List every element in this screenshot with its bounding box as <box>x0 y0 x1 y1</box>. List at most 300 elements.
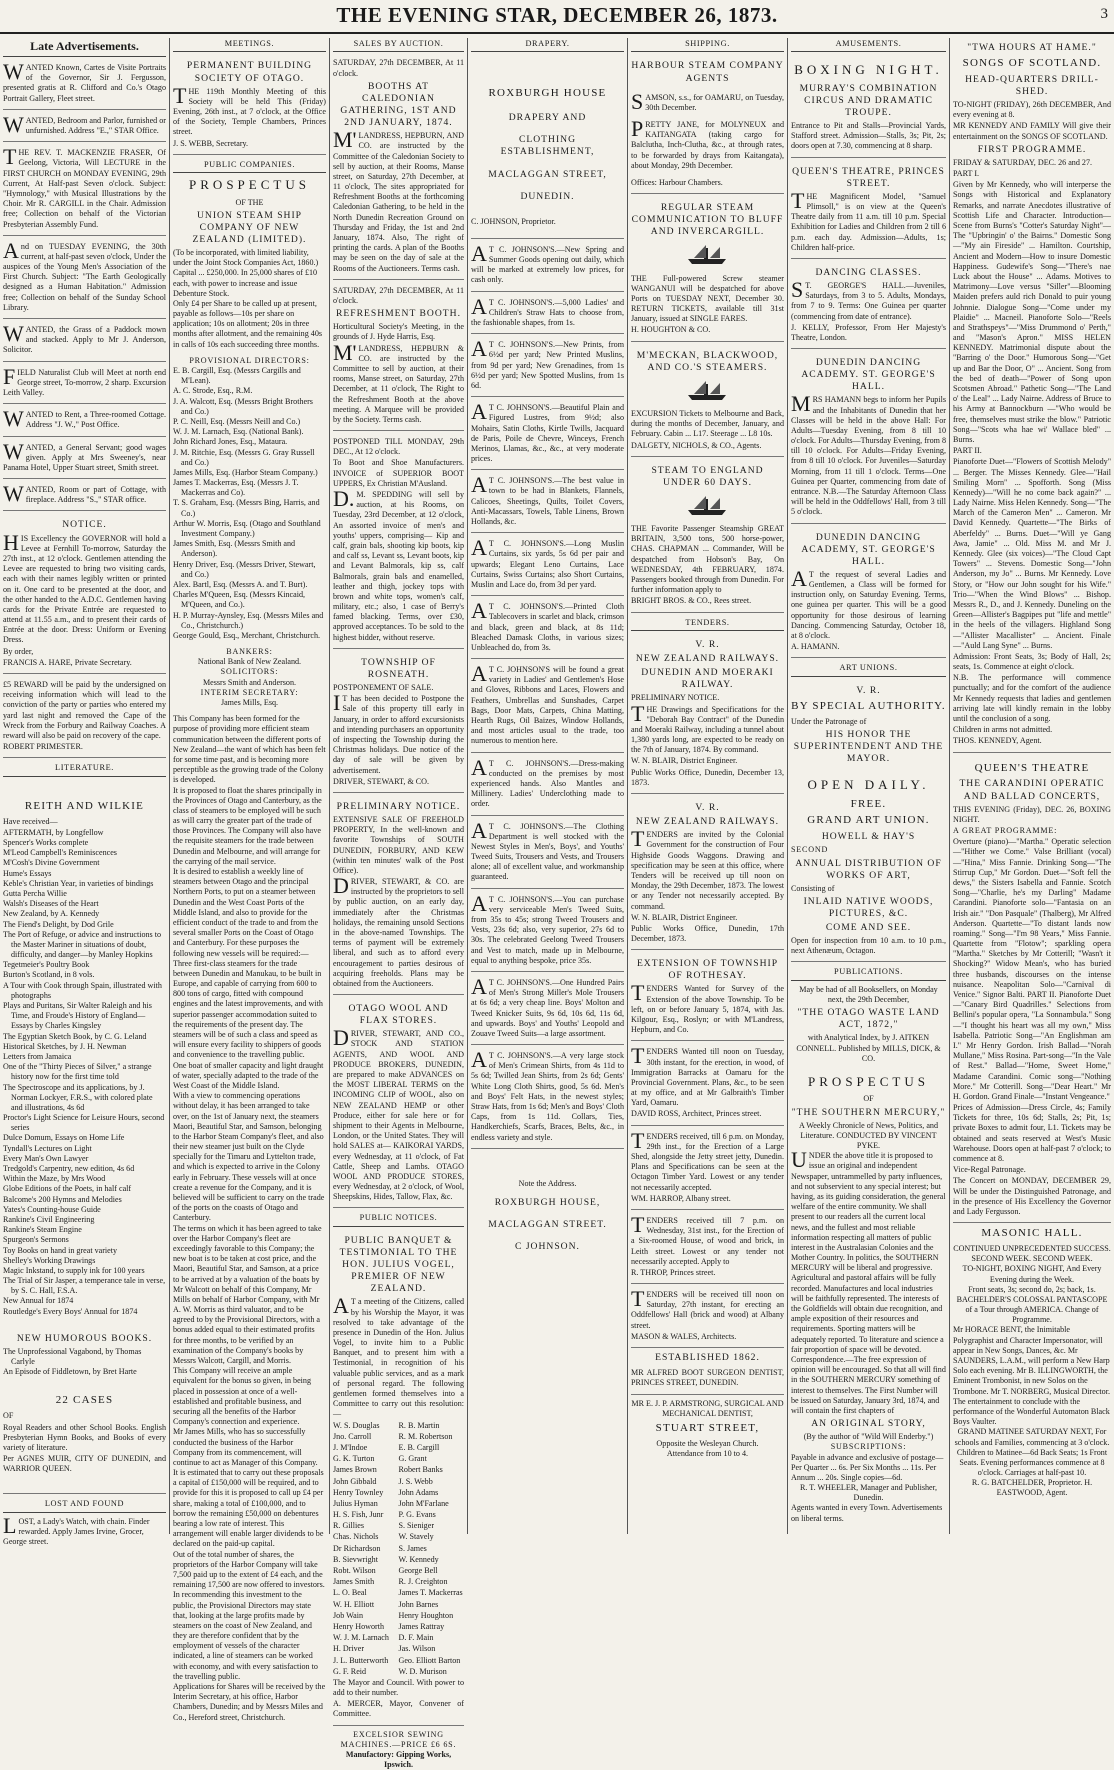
roxburgh-lines <box>471 112 624 210</box>
prospectus-title: PROSPECTUS <box>189 177 310 193</box>
qt-title: QUEEN'S THEATRE, PRINCES STREET. <box>792 165 945 189</box>
johnson-item <box>471 338 624 397</box>
auction-rosneath <box>333 653 464 793</box>
public-notices-heading: PUBLIC NOTICES. <box>333 1212 464 1226</box>
pbs-body: THE 119th Monthly Meeting of this Society will be held This (Friday) Evening, 26th inst., at 7 o'clock, at the Office of the Society, Temple Chambers, Princes street. <box>173 82 326 137</box>
director-item: A. C. Strode, Esq., R.M. <box>173 386 253 396</box>
committee-member: S. Sieniger <box>398 1521 435 1531</box>
qt-body: THE Magnificent Model, "Samuel Plimsoll," is on view at the Queen's Theatre daily from 11 a.m. till 10 p.m. Special Exhibition for Ladies and Children from 2 till 6 p.m. each day. Admission—Adults, 1s; Children half-price. <box>791 187 946 252</box>
book-item: Historical Sketches, by J. H. Newman <box>3 1041 127 1051</box>
twa-hours: "TWA HOURS AT HAME." <box>967 42 1097 53</box>
drill-shed: HEAD-QUARTERS DRILL-SHED. <box>965 73 1099 98</box>
box-body: Entrance to Pit and Stalls—Provincial Yards, Stafford street. Admission—Stalls, 3s; Pit, 2s; doors open at 7.30, commencing at 8 sharp. <box>791 121 946 151</box>
auction-title: To Boot and Shoe Manufacturers. INVOICE of SUPERIOR BOOT UPPERS, Ex Christian M'Ausland. <box>333 458 464 488</box>
auction-date: POSTPONED TILL MONDAY, 29th DEC., At 12 o'clock. <box>333 437 464 457</box>
reward-body: £5 REWARD will be paid by the undersigned on receiving information which will lead to the conviction of the party or parties who entered my yard last night and removed the Cape of the Wreck from the Forbury and Railway Coaches. A reward will also be paid on recovery of the cape. <box>3 680 166 740</box>
note-address: Note the Address. <box>518 1178 577 1188</box>
column-meetings <box>170 38 329 1722</box>
book-item: The Trial of Sir Jasper, a temperance tale in verse, by S. C. Hall, F.S.A. <box>3 1276 166 1296</box>
masthead <box>0 0 1114 34</box>
late-ad-text: WANTED, Bedroom and Parlor, furnished or unfurnished. Address "E.," STAR Office. <box>3 111 166 137</box>
committee-member: B. Sievwright <box>333 1554 378 1564</box>
grand-art-union: GRAND ART UNION. <box>807 814 930 827</box>
committee-member: G. K. Turton <box>333 1454 375 1464</box>
pub-body: May be had of all Booksellers, on Monday next, the 29th December, <box>799 984 938 1005</box>
great-programme: A GREAT PROGRAMME: <box>953 826 1058 835</box>
roxburgh-street-2: MACLAGGAN STREET. <box>488 1219 607 1231</box>
offices: Offices: Harbour Chambers. <box>631 177 723 187</box>
book-item: Plays and Puritans, Sir Walter Raleigh and his Time, and Froude's History of England—Essays by Charles Kingsley <box>3 1001 152 1031</box>
humorous-book-item: An Episode of Fiddletown, by Bret Harte <box>3 1367 137 1377</box>
auction-date: SATURDAY, 27th DECEMBER, At 11 o'clock. <box>333 285 464 305</box>
steam-body: THE Favorite Passenger Steamship GREAT BRITAIN, 3,500 tons, 500 horse-power, CHAS. CHAPMAN ... Commander, Will be despatched from Hobson's Bay, On WEDNESDAY, 4th FEBRUARY, 1874. Passengers booked through from Dunedin. For further information apply to <box>631 524 784 595</box>
spacer <box>471 161 624 167</box>
dancing-academy-ad-2 <box>791 528 946 659</box>
reward-signature: ROBERT PRIMESTER. <box>3 742 83 752</box>
barracks-tender <box>631 1045 784 1125</box>
bankers-title: BANKERS: <box>226 647 273 657</box>
mercury-of: OF <box>863 1094 874 1104</box>
vogel-banquet <box>333 1231 464 1726</box>
hsc-title: HARBOUR STEAM COMPANY AGENTS <box>631 60 784 84</box>
committee-member: J. L. Butterworth <box>333 1655 389 1665</box>
programme-part-1: Given by Mr Kennedy, who will interperse the Songs with Historical and Explanatory Remarks, and narrate Anecdotes illustrative of Scottish Life and Character. Introduction—Scene from Burns's "Cotter's Saturday Night"—The "Upbringin' o' the Bairns." Domestic Song—"My ain Fireside" ... Hamilton. Courtship, Ancient and Modern—How to insure Domestic Happiness. Gudewife's Song—"There's nae Luck about the House" ... Adams. Motives to Matrimony—Love versus "Siller"—Blooming Maiden prefers auld rich Donald to puir young Johnnie. Dialogue Song—"Come under my Plaidie" ... Macneil. Pianoforte Solo—"Reels and Strathspeys"—"Miss Drummond o' Perth," and "Mason's Apron." MISS HELEN KENNEDY. Matrimonial dispute about the "Barring o' the Door." Humorous Song—"Get up and Bar the Door, O" ... Ancient. Song from the bed of death—"Power of Song upon Scotsmen Abroad." Pathetic Song—"The Land o' the Leal" ... Lady Nairne. Address of Bruce to his Army at Bannockburn —"Who would be free, themselves must strike the blow." Patriotic Song—"Scots wha hae wi' Wallace bled" ... Burns. <box>953 180 1111 444</box>
committee-member: John Adams <box>398 1487 439 1497</box>
wag-signature: W. N. BLAIR, District Engineer. <box>631 912 738 922</box>
subscriptions-title: SUBSCRIPTIONS: <box>830 1442 907 1452</box>
johnson-item <box>471 401 624 470</box>
pbs-title: PERMANENT BUILDING SOCIETY OF OTAGO. <box>186 60 313 84</box>
pbs-signature: J. S. WEBB, Secretary. <box>173 138 249 148</box>
director-item: Charles M'Queen, Esq. (Messrs Kincaid, M'Queen, and Co.). <box>173 590 306 610</box>
prospectus-para: One boat of smaller capacity and light draught of water, specially adapted to the trade of the West Coast of the Middle Island. <box>173 1060 324 1090</box>
book-item: AFTERMATH, by Longfellow <box>3 827 104 837</box>
roxburgh-line: DRAPERY AND <box>508 112 587 124</box>
late-ad-text: WANTED, Room or part of Cottage, with fireplace. Address "S.," STAR office. <box>3 481 166 507</box>
art-union-ad <box>791 681 946 963</box>
directors-list <box>173 366 326 641</box>
roxburgh-line: MACLAGGAN STREET, <box>488 168 607 180</box>
odd-body: TENDERS will be received till noon on Saturday, 27th instant, for erecting an Oddfellows' Hall (brick and wood) at Albany street. <box>631 1286 784 1330</box>
book-item: Routledge's Every Boys' Annual for 1874 <box>3 1306 138 1316</box>
column-drapery <box>468 38 627 1534</box>
steam-signature: BRIGHT BROS. & CO., Rees street. <box>631 596 752 606</box>
prospectus-para: It is estimated that to carry out these proposals a capital of £150,000 will be required, and to provide for this it is proposed to call up £4 per share, making a total of £100,000, and to borrow the remaining £50,000 on debentures bearing a low rate of interest. This arrangement will enable larger dividends to be declared on the paid-up capital. <box>173 1468 324 1549</box>
mercury-body: UNDER the above title it is proposed to issue an original and independent Newspaper, untrammelled by party influences, and not subservient to any special interest; but having, as its guiding consideration, the general welfare of the entire community. We shall present to our readers all the current local news, and the fullest and most reliable information respecting all matters of public interest in the Australasian Colonies and the Mother Country. In politics, the SOUTHERN MERCURY will be liberal and progressive. Agricultural and pastoral affairs will be fully recorded. Manufactures and local industries will be faithfully represented. The interests of the Goldfields will obtain due recognition, and ample exposition of their resources and requirements. Sporting matters will be adequately reported. To literature and science a fair proportion of space will be devoted. Correspondence.—The free expression of opinion will be encouraged. So that all will find in the SOUTHERN MERCURY something of interest to themselves. The First Number will be issued on Saturday, January 3rd, 1874, and will contain the first chapters of <box>791 1147 946 1415</box>
auction-title: PRELIMINARY NOTICE. <box>336 800 461 812</box>
late-ad-text: FIELD Naturalist Club will Meet at north end George street, To-morrow, 2 sharp. Excursion Leith Valley. <box>3 363 166 397</box>
sewing-ad: EXCELSIOR SEWING MACHINES.—PRICE £6 6S. <box>340 1729 457 1749</box>
vice-regal: Vice-Regal Patronage. <box>953 1165 1026 1175</box>
publications-heading: PUBLICATIONS. <box>791 966 946 980</box>
special-authority: BY SPECIAL AUTHORITY. <box>791 699 946 712</box>
vr-mark: V. R. <box>695 802 720 814</box>
roxburgh-line: CLOTHING ESTABLISHMENT, <box>500 134 595 158</box>
johnson-item-text: AT C. JOHNSON'S.—New Prints, from 6½d per yard; New Printed Muslins, from 9d per yard; New Grenadines, from 1s 6½d per yard; New Spotted Muslins, from 1s 6d. <box>471 336 624 390</box>
director-item: James T. Mackerras, Esq. (Messrs J. T. Mackerras and Co). <box>173 478 299 498</box>
committee-member: W. S. Douglas <box>333 1420 380 1430</box>
committee-member: Job Wain <box>333 1610 363 1620</box>
ext-body: TENDERS Wanted for Survey of the Extension of the above Township. To be left, on or before January 5, 1874, with Jas. Kilgour, Esq., Roslyn; or with M'Landress, Hepburn, and Co. <box>631 980 784 1035</box>
late-ads-list <box>3 61 166 511</box>
shed-signature: WM. HARROP, Albany street. <box>631 1193 731 1203</box>
wag-office: Public Works Office, Dunedin, 17th December, 1873. <box>631 923 784 944</box>
prospectus-para: Three first-class steamers for the trade between Dunedin and Manukau, to be built in Europe, and capable of carrying from 600 to 800 tons of cargo, fitted with compound engines and the latest improvements, and with superior passenger accommodation suited to the requirements of the present day. The steamers will be of such a class and speed as will ensure every facility to shippers of goods and convenience to the travelling public. <box>173 958 323 1060</box>
company-name: UNION STEAM SHIP COMPANY OF NEW ZEALAND (LIMITED). <box>192 209 307 245</box>
carandini-title: THE CARANDINI OPERATIC AND BALLAD CONCERTS, <box>959 778 1105 802</box>
banquet-close: The Mayor and Council. With power to add to their number. <box>333 1677 464 1698</box>
prospectus-para: This Company will receive an ample equivalent for the bonus so given, in being placed in possession at once of a well-established and profitable business, and securing all the benefits of the Harbor Company's connection and experience. <box>173 1366 312 1427</box>
book-item: Rankine's Steam Engine <box>3 1225 82 1235</box>
auction-title: TOWNSHIP OF ROSNEATH. <box>361 656 436 680</box>
committee-member: J. S. Webb <box>398 1476 433 1486</box>
book-item: New Zealand, by A. Kennedy <box>3 909 100 919</box>
mmeckan-ad <box>631 346 784 457</box>
committee-member: James Smith <box>333 1577 375 1587</box>
reg-title: REGULAR STEAM COMMUNICATION TO BLUFF AND INVERCARGILL. <box>631 202 784 238</box>
roxburgh-name-2: ROXBURGH HOUSE, <box>494 1196 601 1208</box>
committee-member: Chas. Nichols <box>333 1532 379 1542</box>
arm-hours: Attendance from 10 to 4. <box>666 1448 749 1458</box>
section-heading: Late Advertisements. <box>3 38 166 57</box>
leith-body: TENDERS received till 7 p.m. on Wednesday, 31st inst., for the Erection of a Six-roomed House, of wood and brick, in Leith street. Lowest or any tender not necessarily accepted. Apply to <box>631 1211 784 1266</box>
book-item: The Spectroscope and its applications, by J. Norman Lockyer, F.R.S., with colored plate and illustrations, 4s 6d <box>3 1082 153 1112</box>
masonic-title: MASONIC HALL. <box>981 1227 1083 1240</box>
johnson-item <box>471 240 624 292</box>
part-1: PART I. <box>953 169 980 179</box>
public-companies-heading: PUBLIC COMPANIES. <box>173 159 326 173</box>
committee-member: Henry Houghton <box>398 1610 454 1620</box>
book-item: Burton's Scotland, in 8 vols. <box>3 970 95 980</box>
committee-member: Jas. Wilson <box>398 1644 436 1654</box>
spacer <box>471 183 624 189</box>
mercury-signature: R. T. WHEELER, Manager and Publisher, Dunedin. <box>799 1483 938 1503</box>
sewing-sub: Manufactory: Gipping Works, Ipswich. <box>345 1750 452 1770</box>
humorous-title: NEW HUMOROUS BOOKS. <box>16 1332 153 1344</box>
committee-member: Geo. Elliott Barton <box>398 1655 461 1665</box>
late-ad-text: And on TUESDAY EVENING, the 30th current, at half-past seven o'clock, Under the auspices of the Young Men's Association of the First Church. Subject: "The Earth Geologically designed as a Human Habitation." Admission free; Collection on behalf of the Sunday School Library. <box>3 237 166 312</box>
committee-member: W. D. Murison <box>398 1666 447 1676</box>
open-daily: OPEN DAILY. <box>807 777 930 793</box>
director-item: Henry Driver, Esq. (Messrs Driver, Stewart, and Co.) <box>173 559 316 579</box>
shed-body: TENDERS received, till 6 p.m. on Monday, 29th inst., for the Erection of a Large Shed, alongside the Jetty street jetty, Dunedin. Plans and Specifications can be seen at the Octagon Timber Yard. Lowest or any tender not necessarily accepted. <box>631 1127 784 1192</box>
amusements-heading: AMUSEMENTS. <box>791 38 946 52</box>
auction-wool <box>333 999 464 1208</box>
masonic-hall-ad <box>953 1227 1111 1499</box>
director-item: W. J. M. Larnach, Esq. (National Bank). <box>173 427 304 437</box>
secretary-title: INTERIM SECRETARY: <box>200 687 299 697</box>
column-concerts <box>950 38 1114 1534</box>
bankers: National Bank of New Zealand. <box>197 657 302 667</box>
established: ESTABLISHED 1862. <box>655 1352 760 1364</box>
arm-address: Opposite the Wesleyan Church. <box>656 1438 759 1448</box>
director-item: George Gould, Esq., Merchant, Christchurch. <box>173 630 321 640</box>
queens-theatre: QUEEN'S THEATRE <box>974 761 1090 774</box>
auction-freehold <box>333 797 464 995</box>
book-item: Walsh's Diseases of the Heart <box>3 899 99 909</box>
prospectus-para: With a view to commencing operations without delay, it has been arranged to take over, on the 1st of January next, the steamers Maori, Beautiful Star, and Samson, belonging to the Harbor Steam Company's fleet, and also their new steamer just built on the Clyde specially for the Timaru and Lyttelton trade, and which is expected to arrive in the Colony early in February. These vessels will at once create a revenue for the Company, and it is believed will be sufficient to carry on the trade of the ports on the coasts of Otago and Canterbury. <box>173 1091 325 1223</box>
committee-member: John M'Farlane <box>398 1498 449 1508</box>
masonic-night: TO-NIGHT, BOXING NIGHT, And Every Evening during the Week. <box>962 1264 1102 1284</box>
dc-signature: J. KELLY, Professor, From Her Majesty's Theatre, London. <box>791 322 946 342</box>
committee-member: W. Kennedy <box>398 1554 439 1564</box>
mercury-prospectus: PROSPECTUS <box>808 1074 929 1089</box>
committee-member: G. Grant <box>398 1454 427 1464</box>
director-item: J. A. Walcott, Esq. (Messrs Bright Brothers and Co.) <box>173 396 313 416</box>
patronage-names: HIS HONOR THE SUPERINTENDENT AND THE MAYOR. <box>793 728 944 765</box>
preliminary: PRELIMINARY NOTICE. <box>631 693 720 703</box>
boot-dentist-ad <box>631 1366 784 1394</box>
committee-member: R. M. Robertson <box>398 1431 453 1441</box>
johnson-item-text: AT C. JOHNSON'S.—The Clothing Department is well stocked with the Newest Styles in Men's, Boys', and Youths' Tweed Suits, Trousers and Vests, and Trousers alone; all of excellent value, and workmanship guaranteed. <box>471 817 624 882</box>
committee-names-right <box>399 1421 465 1678</box>
meetings-heading: MEETINGS. <box>173 38 326 52</box>
auction-body: M'LANDRESS, HEPBURN, AND CO. are instructed by the Committee of the Caledonian Society to sell by auction, at their Rooms, Manse street, on Saturday, 27th December, at 11 o'clock, The sites appropriated for Refreshment Booths at the forthcoming Caledonian Gathering, to be held in the North Dunedin Recreation Ground on Thursday and Friday, the 1st and 2nd January, 1874. Also, The right of printing the cards. A plan of the Booths may be seen on the day of sale at the Rooms of the Auctioneers. Terms cash. <box>333 127 464 273</box>
mercury-agents: Agents wanted in every Town. Advertisements on liberal terms. <box>791 1503 943 1523</box>
newspaper-title: THE EVENING STAR, DECEMBER 26, 1873. <box>336 3 778 27</box>
prospectus-para: This Company has been formed for the purpose of providing more efficient steam communication between the different ports of New Zealand—the want of which has been felt for some time past, and is becoming more perceptible as the growing trade of the Colony is developed. <box>173 714 326 785</box>
johnson-item-text: AT C. JOHNSON'S.—Beautiful Plain and Figured Lustres, from 9½d; also Mohairs, Satin Cloths, Kirtle Twills, Jacquard de Paris, Poile de Chevre, Winceys, French Merinos, Llamas, &c., &c., at very moderate prices. <box>471 399 624 464</box>
committee-member: Julius Hyman <box>333 1498 378 1508</box>
odd-signature: MASON & WALES, Architects. <box>631 1331 737 1341</box>
prospectus-para: The terms on which it has been agreed to take over the Harbor Company's fleet are exceedingly favorable to this Company; the new boat is to be taken at cost price, and the Maori, Beautiful Star, and Samson, at a price to be arrived at by a valuation of the boats by Mr Walcott on behalf of this Company, Mr Mills on behalf of Harbor Company, with Mr A. W. Morris as third valuator, and to be agreed to by the Provisional Directors, with a bonus added equal to their estimated profits for three months, to be verified by an examination of the Company's books by Messrs Walcott, Cargill, and Morris. <box>173 1223 322 1366</box>
late-ad-text: THE REV. T. MACKENZIE FRASER, Of Geelong, Victoria, Will LECTURE in the FIRST CHURCH on MONDAY EVENING, 29th Current, At Half-past Seven o'clock. Subject: "Hymnology," with Musical Illustrations by the Choir. Mr R. CARGILL in the Chair. Admission free; Collection on behalf of the Victorian Presbyterian Assembly Fund. <box>3 144 166 229</box>
committee-names <box>333 1421 464 1678</box>
banquet-signature: A. MERCER, Mayor, Convener of Committee. <box>333 1699 464 1719</box>
auction-refreshment <box>333 284 464 431</box>
late-ad <box>3 483 166 511</box>
humorous-book-item: The Unprofessional Vagabond, by Thomas Carlyle <box>3 1346 142 1367</box>
solicitors-title: SOLICITORS: <box>220 667 279 677</box>
johnson-item <box>471 890 624 972</box>
late-ad <box>3 323 166 362</box>
auction-body: D.M. SPEDDING will sell by auction, at his Rooms, on Tuesday, 23rd December, at 12 o'clock, An assorted invoice of men's and youths' uppers, comprising— Kip and calf, grain bals, shooting kip boots, kip and calf ss, Levant ss, Levant boots, kip and Levant Balmorals, kip ss, calf Balmorals, grain bals and enamelled, leather and thigh, jockey tops with brown and white tops, women's calf, military, etc.; also, 1 case of Berry's famed blacking. Terms, over £30, approved acceptances. To be sold to the highest bidder, without reserve. <box>333 486 464 642</box>
inlaid-woods: INLAID NATIVE WOODS, PICTURES, &C. <box>803 895 934 919</box>
committee-member: Henry Townley <box>333 1487 384 1497</box>
committee-member: W. Stavely <box>398 1532 434 1542</box>
shed-tender <box>631 1127 784 1210</box>
mercury-sub: A Weekly Chronicle of News, Politics, and Literature. CONDUCTED BY VINCENT PYKE. <box>798 1120 939 1151</box>
prospectus-para: Mr James Mills, who has so successfully conducted the business of the Harbor Company from its commencement, will continue to act as Manager of this Company. <box>173 1427 318 1467</box>
moeraki-tender <box>631 635 784 794</box>
oddfellows-tender <box>631 1288 784 1348</box>
masonic-sub: CONTINUED UNPRECEDENTED SUCCESS. SECOND WEEK. SECOND WEEK. <box>953 1243 1111 1264</box>
books-list <box>3 828 166 1317</box>
boot-title: MR ALFRED BOOT SURGEON DENTIST, PRINCES STREET, DUNEDIN. <box>631 1368 784 1388</box>
punctual-note: N.B. The performance will commence punctually; and for the comfort of the audience Mr Kennedy requests that ladies and gentlemen arriving late will kindly remain in the lobby until the conclusion of a song. <box>953 673 1111 724</box>
committee-member: G. F. Reid <box>333 1666 367 1676</box>
auction-signature: DRIVER, STEWART, & CO. <box>333 776 430 786</box>
literature-heading: LITERATURE. <box>3 762 166 776</box>
rothesay-tender <box>631 954 784 1041</box>
prospectus-para: Applications for Shares will be received by the Interim Secretary, at his office, Harbor Chambers, Dunedin; and by Messrs Miles and Co., Hereford street, Christchurch. <box>173 1682 326 1722</box>
subscriptions: Payable in advance and exclusive of postage—Per Quarter ... 6s. Per Six Months ... 11s. Per Annum ... 20s. Single copies—6d. <box>791 1452 944 1482</box>
vr-mark: V. R. <box>856 684 881 696</box>
johnson-item-text: AT C. JOHNSON'S.—5,000 Ladies' and Children's Straw Hats to choose from, the fashionable shapes, from 1s. <box>471 293 624 328</box>
director-item: James Mills, Esq. (Harbor Steam Company.) <box>173 467 318 477</box>
concert-monday: The Concert on MONDAY, DECEMBER 29, Will be under the Distinguished Patronage, and in the presence of His Excellency the Governor and Lady Fergusson. <box>953 1176 1111 1216</box>
harbour-steam-ad <box>631 56 784 194</box>
auction-sub: EXTENSIVE SALE OF FREEHOLD PROPERTY, In the well-known and favorite Townships of SOUTH DUNEDIN, FORBURY, AND KEW (within ten minutes' walk of the Post Office). <box>333 814 464 875</box>
waste-sub: with Analytical Index, by J. AITKEN CONNELL. Published by MILLS, DICK, & CO. <box>796 1033 941 1063</box>
free: FREE. <box>850 797 887 810</box>
roxburgh-name: ROXBURGH HOUSE <box>488 87 607 100</box>
bluff-steamer-ad <box>631 198 784 342</box>
johnson-item <box>471 663 624 753</box>
auction-sub: POSTPONEMENT OF SALE. <box>333 683 434 692</box>
notice-body: HIS Excellency the GOVERNOR will hold a Levee at Fernhill To-morrow, Saturday the 27th inst., at 12 o'clock. Gentlemen attending the Levee are requested to bring two visiting cards, each with their names legibly written or printed on it. One card to be presented at the door, and the other handed to the A.D.C. Gentlemen having cards for the Private Entrée are requested to attend at 11.55 a.m., and to present their cards of Entrée at the door. Dress: Uniform or Evening Dress. <box>3 529 166 645</box>
johnson-item <box>471 293 624 335</box>
book-item: The Egyptian Sketch Book, by C. G. Leland <box>3 1031 147 1041</box>
johnson-item <box>471 817 624 889</box>
column-amusements <box>788 38 949 1534</box>
boxing-night-ad <box>791 56 946 157</box>
dda2-title: DUNEDIN DANCING ACADEMY, ST. GEORGE'S HALL. <box>801 531 936 567</box>
committee-member: L. O. Beal <box>333 1588 367 1598</box>
waggons-tender <box>631 798 784 950</box>
building-society-ad <box>173 56 326 154</box>
humorous-list <box>3 1347 166 1378</box>
box-title: BOXING NIGHT. <box>794 62 943 78</box>
book-item: M'Leod Campbell's Reminiscences <box>3 848 117 858</box>
dda2-body: AT the request of several Ladies and Gentlemen, a Class will be formed for instruction only, on Saturday Evening. Terms, one guinea per quarter. This will be a good opportunity for those desirous of learning Dancing. Commencing Saturday, October 18, at 8 o'clock. <box>791 565 946 640</box>
director-item: John Richard Jones, Esq., Mataura. <box>173 437 288 447</box>
book-item: Dulce Domum, Essays on Home Life <box>3 1133 125 1143</box>
cases-body: Royal Readers and other School Books. English Presbyterian Hymn Books, and Books of every variety of literature. <box>3 1422 166 1452</box>
committee-member: R. B. Martin <box>398 1420 440 1430</box>
consisting: Consisting of <box>791 883 835 893</box>
book-item: Spurgeon's Sermons <box>3 1235 69 1245</box>
director-item: P. C. Neill, Esq. (Messrs Neill and Co.) <box>173 416 301 426</box>
late-ad-text: WANTED, the Grass of a Paddock mown and stacked. Apply to Mr J. Anderson, Solicitor. <box>3 321 166 355</box>
committee-member: S. James <box>398 1543 427 1553</box>
great-britain-ad <box>631 461 784 613</box>
dda2-signature: A. HAMANN. <box>791 642 840 652</box>
johnson-item-text: AT C. JOHNSON'S.—The best value in town to be had in Blankets, Flannels, Calicoes, Sheetings, Quilts, Toilet Covers, Anti-Macassars, Towels, Table Linens, Brown Hollands, &c. <box>471 472 624 527</box>
auction-boots <box>333 435 464 649</box>
songs-of-scotland: SONGS OF SCOTLAND. <box>962 57 1102 70</box>
wag-body: TENDERS are invited by the Colonial Government for the construction of Four Highside Goods Waggons. Drawing and specification may be seen at this office, where Tenders will be received up till noon on Monday, the 29th December, 1873. The lowest or any Tender not necessarily accepted. By command. <box>631 826 784 911</box>
dmr-title: DUNEDIN AND MOERAKI RAILWAY. <box>641 667 774 691</box>
book-item: Proctor's Light Science for Leisure Hours, second series <box>3 1113 165 1133</box>
drapery-heading: DRAPERY. <box>471 38 624 52</box>
kennedy-concert-ad <box>953 38 1111 753</box>
auction-body: M'LANDRESS, HEPBURN & CO. are instructed by the Committee to sell by auction, at their rooms, Manse street, on Saturday, 27th December, at 11 o'clock, The Right to the Refreshment Booth at the above meeting. A Marquee will be provided by the Society. Terms cash. <box>333 339 464 424</box>
lost-ad: LOST, a Lady's Watch, with chain. Finder rewarded. Apply James Irvine, Grocer, George street. <box>3 1512 150 1547</box>
story-author: (By the author of "Wild Will Enderby.") <box>803 1432 934 1442</box>
secretary: James Mills, Esq. <box>220 698 279 708</box>
notice-title: NOTICE. <box>62 519 107 531</box>
auction-title: REFRESHMENT BOOTH. <box>336 308 461 320</box>
committee-member: James Brown <box>333 1465 377 1475</box>
johnson-item-text: AT C. JOHNSON'S.—Printed Cloth Tablecovers in scarlet and black, crimson and black, green and black, at 8s 11d; Bleached Damask Cloths, in various sizes; Unbleached do, from 3s. <box>471 598 624 652</box>
mbc-signature: DALGETY, NICHOLS, & CO., Agents. <box>631 440 762 450</box>
book-item: Gutta Percha Willie <box>3 888 67 898</box>
leith-signature: R. THROP, Princes street. <box>631 1267 716 1277</box>
admission: Admission: Front Seats, 3s; Body of Hall, 2s; seats, 1s. Commence at eight o'clock. <box>953 651 1111 672</box>
johnson-item-text: AT C. JOHNSON'S.—Long Muslin Curtains, six yards, 5s 6d per pair and upwards; Elegant Leno Curtains, Lace Curtains, Swiss Curtains; also Short Curtains, Muslin and Lace do, from 3d per yard. <box>471 535 624 589</box>
roxburgh-proprietor: C. JOHNSON, Proprietor. <box>471 216 556 226</box>
column-late-advertisements <box>0 38 169 1547</box>
late-ad <box>3 408 166 436</box>
nzr-title: NEW ZEALAND RAILWAYS. <box>635 653 780 665</box>
johnson-item <box>471 1049 624 1149</box>
carandini-programme: Overture (piano)—"Martha." Operatic selection—"Hither we Come." Valse Brilliant (vocal)—"Hina," Miss Fannie. Drinking Song—"The Stirrup Cup," Mr Gordon. Duet—"Soft fell the dews," the Sisters Isabella and Fannie. Scotch Song—"Charlie, he's my Darling" Madame Carandini. Pianoforte solo—"Fantasia on an Irish air." "Don Pasquale" (Thalberg), Mr Alfred Anderson. Quartette—"To distant lands now roaming." Song—"I'm 98 Years," Miss Fannie. Quartette from "Flotow"; sparkling opera "Martha." Sketches by Mr Cotterill; "Wasn't it Shocking?" Widow Mean's, who has buried three husbands, discourses on the intense nuisance. Neapolitan Solo—"Carnival di Venice." Signor Balti. PART II. Pianoforte Duet—"Canary Bird Quadrilles." Selections from Bellini's popular opera, "La Sonnambula." Song—"I thought his heart was all my own," Miss Isabella. Patriotic Song—"An Englishman am I." Mr Henry Gordon. Irish Ballad—"Norah Mullane," Miss Rosina. Part-song—"In the Vale of Rest." Ballad—"Home, Sweet Home," Madame Carandini. Comic song—"Nothing More." Mr Cotterill. Song—"Dear Heart." Mr H. Gordon. Grand Finale—"Instant Vengeance." <box>953 837 1111 1101</box>
incorporation: (To be incorporated, with limited liability, under the Joint Stock Companies Act, 1860.) Capital ... £250,000. In 25,000 shares of £10 each, with power to increase and issue Debenture Stock. <box>173 247 319 298</box>
dda-body: MRS HAMANN begs to inform her Pupils and the Inhabitants of Dunedin that her Classes will be held in the above Hall: For Adults—Tuesday Evening, from 8 till 10 o'clock. For Adults—Thursday Evening, from 8 till 10 o'clock. For Adults—Friday Evening, from 8 till 10 o'clock. For Juveniles—Saturday Morning, from 11 till 1 o'clock. Terms—One Guinea per Quarter, commencing from date of entrance. N.B.—The Saturday Afternoon Class will be held in the Oddfellows' Hall, from 3 till 5 o'clock. <box>791 391 946 517</box>
auction-body: IT has been decided to Postpone the Sale of this property till early in January, in order to afford excursionists and intending purchasers an opportunity of inspecting the Township during the Christmas holidays. Due notice of the day of sale will be given by advertisement. <box>333 690 464 775</box>
samson-sailing: SAMSON, s.s., for OAMARU, on Tuesday, 30th December. <box>631 88 784 114</box>
reg-body: THE Full-powered Screw steamer WANGANUI will be despatched for above Ports on TUESDAY NEXT, December 30. RETURN TICKETS, available till 31st January, issued at SINGLE FARES. <box>631 273 784 324</box>
johnson-item-text: AT C. JOHNSON'S.—Dress-making conducted on the premises by most experienced hands. Also Mantles and Millinery. Ladies' Underclothing made to order. <box>471 754 624 809</box>
kennedy-family: MR KENNEDY AND FAMILY Will give their entertainment on the SONGS OF SCOTLAND. <box>953 121 1111 141</box>
committee-member: E. B. Cargill <box>398 1442 440 1452</box>
original-story: AN ORIGINAL STORY, <box>811 1418 926 1430</box>
dancing-academy-ad <box>791 353 946 523</box>
committee-member: Robert Banks <box>398 1465 443 1475</box>
imm-body: TENDERS Wanted till noon on Tuesday, 30th instant, for the erection, in wood, of Immigration Barracks at Oamaru for the Provincial Government. Plans, &c., to be seen at my office, and at Mr Galbraith's Timber Yard, Oamaru. <box>631 1043 784 1108</box>
auction-sub: Horticultural Society's Meeting, in the grounds of J. Hyde Harris, Esq. <box>333 322 464 342</box>
roxburgh-owner-2: C JOHNSON. <box>515 1241 580 1253</box>
late-ad <box>3 111 166 142</box>
box-sub: MURRAY'S COMBINATION CIRCUS AND DRAMATIC TROUPE. <box>799 82 938 118</box>
auction-booths <box>333 56 464 279</box>
book-item: Rankine's Civil Engineering <box>3 1214 95 1224</box>
johnson-items <box>471 240 624 1149</box>
johnson-item-text: AT C. JOHNSON'S.—You can purchase very serviceable Men's Tweed Suits, from 35s to 45s; strong Tweed Trousers and Vests, 23s 6d; also, very superior, 27s 6d to 30s. The celebrated Geelong Tweed Trousers and Vest to match, made up in Melbourne, equal to anything bespoke, price 35s. <box>471 890 624 965</box>
second: SECOND <box>791 845 829 855</box>
notice-signature: FRANCIS A. HARE, Private Secretary. <box>3 657 132 667</box>
roxburgh-house-ad <box>471 56 624 238</box>
johnson-item <box>471 537 624 596</box>
book-item: Shelley's Working Drawings <box>3 1255 96 1265</box>
committee-member: D. F. Main <box>398 1633 434 1643</box>
book-item: New Annual for 1874 <box>3 1296 74 1306</box>
committee-member: Henry Howorth <box>333 1621 385 1631</box>
committee-member: R. J. Creighton <box>398 1577 448 1587</box>
notice-by: By order, <box>3 646 34 656</box>
committee-member: James T. Mackerras <box>398 1588 463 1598</box>
mbc-body: EXCURSION Tickets to Melbourne and Back, during the months of December, January, and February. Cabin ... L17. Steerage ... L8 10s. <box>631 409 784 439</box>
book-item: Globe Editions of the Poets, in half calf <box>3 1184 132 1194</box>
children-note: Children in arms not admitted. <box>953 725 1053 735</box>
prospectus-para: Out of the total number of shares, the proprietors of the Harbor Company will take 7,500 paid up to the extent of £4 each, and the remaining 17,500 are now offered to investors. <box>173 1549 325 1590</box>
committee-member: Robt. Wilson <box>333 1566 376 1576</box>
director-item: E. B. Cargill, Esq. (Messrs Cargills and M'Lean). <box>173 366 301 386</box>
programme-date: FRIDAY & SATURDAY, DEC. 26 and 27. <box>953 157 1093 167</box>
mbc-title: M'MECKAN, BLACKWOOD, AND CO.'S STEAMERS. <box>636 349 779 373</box>
dda-title: DUNEDIN DANCING ACADEMY. ST. GEORGE'S HALL. <box>801 357 936 393</box>
johnson-item-text: AT C. JOHNSON'S will be found a great variety in Ladies' and Gentlemen's Hose and Gloves, Ribbons and Laces, Flowers and Feathers, Umbrellas and Sunshades, Carpet Bags, Door Mats, Carpets, China Matting, Hearth Rugs, Oil Baizes, Window Hollands, and most articles usual to the trade, too numerous to mention here. <box>471 661 624 746</box>
page-number: 3 <box>1100 6 1108 22</box>
book-item: Every Man's Own Lawyer <box>3 1153 89 1163</box>
nzr-title: NEW ZEALAND RAILWAYS. <box>635 816 780 828</box>
committee-member: H. S. Fish, Junr <box>333 1510 384 1520</box>
publications-ad <box>791 985 946 1524</box>
masonic-matinee: GRAND MATINEE SATURDAY NEXT, For schools and Families, commencing at 3 o'clock. Children to Matinee—6d Back Seats; 1s Front Seats. Evening performances commence at 8 o'clock. Carriages at half-past 10. <box>954 1427 1110 1478</box>
johnson-item <box>471 973 624 1045</box>
book-item: One of the "Thirty Pieces of Silver," a strange history now for the first time told <box>3 1062 152 1082</box>
director-item: James Smith, Esq. (Messrs Smith and Anderson). <box>173 539 296 559</box>
lost-found-heading: LOST AND FOUND <box>3 1498 166 1512</box>
late-ad-text: WANTED Known, Cartes de Visite Portraits of the Governor, Sir J. Fergusson, presented gratis at R. Clifford and Co.'s Otago Portrait Gallery, Fleet street. <box>3 59 166 103</box>
auction-title: BOOTHS AT CALEDONIAN GATHERING, 1ST AND 2ND JANUARY, 1874. <box>340 80 457 129</box>
house-tender <box>631 1211 784 1284</box>
book-item: A Tour with Cook through Spain, illustrated with photographs <box>3 980 162 1000</box>
tonight: TO-NIGHT (FRIDAY), 26th DECEMBER, And every evening at 8. <box>953 100 1111 120</box>
steamship-icon <box>631 377 784 406</box>
vr-mark: V. R. <box>695 639 720 651</box>
